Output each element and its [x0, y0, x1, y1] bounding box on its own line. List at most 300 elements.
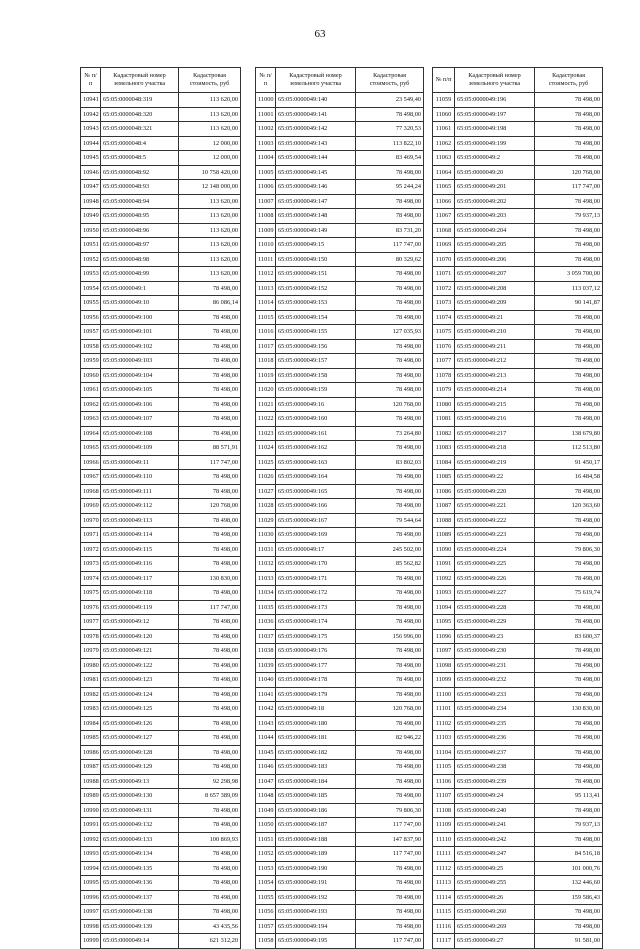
cadastral-value: 130 830,00 [535, 702, 603, 717]
row-number: 11028 [256, 499, 276, 514]
row-number: 10998 [81, 919, 101, 934]
cadastral-number: 65:05:0000048:320 [101, 107, 179, 122]
cadastral-number: 65:05:0000049:167 [276, 513, 356, 528]
cadastral-number: 65:05:0000049:214 [455, 383, 535, 398]
cadastral-value: 78 498,00 [535, 905, 603, 920]
table-row [256, 223, 424, 238]
row-number: 11019 [256, 368, 276, 383]
cadastral-number: 65:05:0000049:149 [276, 223, 356, 238]
cadastral-value: 621 312,20 [179, 934, 241, 949]
row-number: 11068 [433, 223, 455, 238]
cadastral-number: 65:05:0000049:22 [455, 470, 535, 485]
table-row [433, 93, 603, 108]
table-row [256, 194, 424, 209]
cadastral-value: 78 498,00 [535, 325, 603, 340]
cadastral-value: 78 498,00 [179, 760, 241, 775]
cadastral-value: 138 679,80 [535, 426, 603, 441]
cadastral-value: 113 037,12 [535, 281, 603, 296]
cadastral-value: 113 620,00 [179, 252, 241, 267]
row-number: 11029 [256, 513, 276, 528]
row-number: 10949 [81, 209, 101, 224]
table-row [256, 745, 424, 760]
table-row [433, 890, 603, 905]
table-row [433, 919, 603, 934]
row-number: 11107 [433, 789, 455, 804]
header-cadastral-number: Кадастровый номер земельного участка [276, 68, 356, 93]
table-row [81, 615, 241, 630]
cadastral-number: 65:05:0000049:226 [455, 571, 535, 586]
row-number: 10987 [81, 760, 101, 775]
cadastral-number: 65:05:0000049:191 [276, 876, 356, 891]
cadastral-value: 78 498,00 [356, 687, 424, 702]
cadastral-number: 65:05:0000049:223 [455, 528, 535, 543]
cadastral-number: 65:05:0000049:138 [101, 905, 179, 920]
cadastral-value: 127 035,93 [356, 325, 424, 340]
table-row [256, 615, 424, 630]
cadastral-number: 65:05:0000049:112 [101, 499, 179, 514]
cadastral-number: 65:05:0000049:139 [101, 919, 179, 934]
table-row [81, 194, 241, 209]
table-row [256, 238, 424, 253]
table-row [433, 397, 603, 412]
cadastral-number: 65:05:0000049:172 [276, 586, 356, 601]
cadastral-value: 78 498,00 [535, 383, 603, 398]
cadastral-number: 65:05:0000049:130 [101, 789, 179, 804]
row-number: 11075 [433, 325, 455, 340]
table-row [81, 542, 241, 557]
cadastral-value: 78 498,00 [356, 310, 424, 325]
table-row [256, 354, 424, 369]
cadastral-value: 113 822,10 [356, 136, 424, 151]
cadastral-value: 12 000,00 [179, 136, 241, 151]
cadastral-number: 65:05:0000049:110 [101, 470, 179, 485]
cadastral-number: 65:05:0000049:136 [101, 876, 179, 891]
cadastral-number: 65:05:0000049:207 [455, 267, 535, 282]
row-number: 11009 [256, 223, 276, 238]
row-number: 11034 [256, 586, 276, 601]
row-number: 11100 [433, 687, 455, 702]
row-number: 10961 [81, 383, 101, 398]
cadastral-value: 78 498,00 [179, 383, 241, 398]
cadastral-value: 86 086,14 [179, 296, 241, 311]
table-row [81, 383, 241, 398]
row-number: 10977 [81, 615, 101, 630]
table-row [256, 180, 424, 195]
cadastral-value: 117 747,00 [356, 847, 424, 862]
cadastral-value: 130 830,00 [179, 571, 241, 586]
row-number: 11000 [256, 93, 276, 108]
row-number: 11027 [256, 484, 276, 499]
row-number: 11032 [256, 557, 276, 572]
cadastral-value: 78 498,00 [356, 571, 424, 586]
table-row [433, 499, 603, 514]
cadastral-value: 78 498,00 [535, 107, 603, 122]
table-row [256, 368, 424, 383]
row-number: 11030 [256, 528, 276, 543]
cadastral-value: 78 498,00 [179, 615, 241, 630]
cadastral-value: 92 298,98 [179, 774, 241, 789]
cadastral-value: 117 747,00 [179, 600, 241, 615]
table-row [81, 731, 241, 746]
cadastral-value: 78 498,00 [535, 600, 603, 615]
table-row [256, 542, 424, 557]
table-row [433, 136, 603, 151]
table-row [256, 832, 424, 847]
cadastral-value: 100 869,93 [179, 832, 241, 847]
table-row [256, 209, 424, 224]
row-number: 11079 [433, 383, 455, 398]
table-row [81, 818, 241, 833]
cadastral-value: 78 498,00 [535, 919, 603, 934]
cadastral-number: 65:05:0000049:166 [276, 499, 356, 514]
row-number: 11008 [256, 209, 276, 224]
cadastral-value: 101 000,76 [535, 861, 603, 876]
table-row [433, 223, 603, 238]
table-row [433, 673, 603, 688]
cadastral-value: 78 498,00 [535, 687, 603, 702]
table-row [256, 252, 424, 267]
cadastral-value: 78 498,00 [356, 673, 424, 688]
row-number: 11054 [256, 876, 276, 891]
cadastral-number: 65:05:0000049:215 [455, 397, 535, 412]
row-number: 10959 [81, 354, 101, 369]
row-number: 11038 [256, 644, 276, 659]
table-row [81, 658, 241, 673]
cadastral-number: 65:05:0000049:21 [455, 310, 535, 325]
row-number: 11102 [433, 716, 455, 731]
cadastral-value: 120 768,00 [179, 499, 241, 514]
cadastral-value: 78 498,00 [535, 760, 603, 775]
table-row [81, 673, 241, 688]
cadastral-number: 65:05:0000049:11 [101, 455, 179, 470]
table-row [81, 774, 241, 789]
cadastral-number: 65:05:0000048:5 [101, 151, 179, 166]
cadastral-number: 65:05:0000049:164 [276, 470, 356, 485]
cadastral-value: 80 329,62 [356, 252, 424, 267]
row-number: 11041 [256, 687, 276, 702]
cadastral-number: 65:05:0000049:115 [101, 542, 179, 557]
row-number: 11077 [433, 354, 455, 369]
row-number: 11014 [256, 296, 276, 311]
cadastral-value: 83 731,20 [356, 223, 424, 238]
cadastral-number: 65:05:0000049:255 [455, 876, 535, 891]
cadastral-number: 65:05:0000049:219 [455, 455, 535, 470]
table-row [81, 484, 241, 499]
cadastral-value: 78 498,00 [356, 760, 424, 775]
table-row [81, 571, 241, 586]
cadastral-value: 78 498,00 [179, 586, 241, 601]
row-number: 11039 [256, 658, 276, 673]
row-number: 11104 [433, 745, 455, 760]
row-number: 11057 [256, 919, 276, 934]
row-number: 11037 [256, 629, 276, 644]
table-row [81, 93, 241, 108]
cadastral-value: 159 586,43 [535, 890, 603, 905]
cadastral-number: 65:05:0000048:93 [101, 180, 179, 195]
row-number: 11046 [256, 760, 276, 775]
cadastral-number: 65:05:0000049:133 [101, 832, 179, 847]
table-row [433, 325, 603, 340]
cadastral-number: 65:05:0000049:247 [455, 847, 535, 862]
row-number: 11055 [256, 890, 276, 905]
cadastral-value: 78 498,00 [535, 658, 603, 673]
row-number: 11056 [256, 905, 276, 920]
cadastral-number: 65:05:0000049:260 [455, 905, 535, 920]
table-row [433, 687, 603, 702]
cadastral-number: 65:05:0000049:175 [276, 629, 356, 644]
cadastral-number: 65:05:0000049:116 [101, 557, 179, 572]
table-row [81, 644, 241, 659]
row-number: 11116 [433, 919, 455, 934]
cadastral-number: 65:05:0000049:184 [276, 774, 356, 789]
cadastral-value: 78 498,00 [535, 397, 603, 412]
row-number: 11108 [433, 803, 455, 818]
table-row [433, 426, 603, 441]
table-row [433, 557, 603, 572]
cadastral-number: 65:05:0000048:97 [101, 238, 179, 253]
cadastral-table-1 [80, 67, 241, 949]
cadastral-value: 78 498,00 [179, 557, 241, 572]
table-row [433, 803, 603, 818]
row-number: 10979 [81, 644, 101, 659]
cadastral-number: 65:05:0000049:126 [101, 716, 179, 731]
row-number: 10941 [81, 93, 101, 108]
cadastral-value: 78 498,00 [179, 470, 241, 485]
cadastral-number: 65:05:0000049:14 [101, 934, 179, 949]
table-row [256, 325, 424, 340]
table-row [256, 455, 424, 470]
cadastral-value: 78 498,00 [356, 644, 424, 659]
cadastral-number: 65:05:0000049:189 [276, 847, 356, 862]
row-number: 10990 [81, 803, 101, 818]
row-number: 10945 [81, 151, 101, 166]
table-row [81, 470, 241, 485]
cadastral-number: 65:05:0000049:176 [276, 644, 356, 659]
header-cadastral-number: Кадастровый номер земельного участка [101, 68, 179, 93]
cadastral-number: 65:05:0000049:233 [455, 687, 535, 702]
cadastral-value: 78 498,00 [535, 310, 603, 325]
row-number: 11021 [256, 397, 276, 412]
table-row [81, 397, 241, 412]
cadastral-value: 78 498,00 [179, 731, 241, 746]
cadastral-number: 65:05:0000049:132 [101, 818, 179, 833]
table-row [433, 165, 603, 180]
cadastral-value: 78 498,00 [356, 441, 424, 456]
header-num: № п/п [433, 68, 455, 93]
table-row [81, 223, 241, 238]
cadastral-value: 78 498,00 [356, 905, 424, 920]
cadastral-number: 65:05:0000049:183 [276, 760, 356, 775]
table-row [433, 789, 603, 804]
row-number: 10952 [81, 252, 101, 267]
table-row [433, 760, 603, 775]
cadastral-number: 65:05:0000049:23 [455, 629, 535, 644]
cadastral-number: 65:05:0000048:99 [101, 267, 179, 282]
cadastral-number: 65:05:0000049:103 [101, 354, 179, 369]
row-number: 11109 [433, 818, 455, 833]
table-row [256, 470, 424, 485]
cadastral-number: 65:05:0000049:165 [276, 484, 356, 499]
cadastral-value: 78 498,00 [179, 484, 241, 499]
table-header-row [433, 68, 603, 93]
table-row [433, 774, 603, 789]
table-row [433, 600, 603, 615]
cadastral-value: 78 498,00 [535, 194, 603, 209]
table-header-row [81, 68, 241, 93]
table-row [256, 557, 424, 572]
table-row [81, 513, 241, 528]
table-row [81, 919, 241, 934]
cadastral-number: 65:05:0000049:199 [455, 136, 535, 151]
cadastral-number: 65:05:0000049:25 [455, 861, 535, 876]
table-row [81, 339, 241, 354]
row-number: 10970 [81, 513, 101, 528]
table-row [256, 731, 424, 746]
row-number: 11064 [433, 165, 455, 180]
row-number: 10944 [81, 136, 101, 151]
table-row [256, 397, 424, 412]
cadastral-number: 65:05:0000049:180 [276, 716, 356, 731]
table-row [256, 426, 424, 441]
table-row [433, 455, 603, 470]
row-number: 11065 [433, 180, 455, 195]
table-row [433, 571, 603, 586]
table-row [81, 499, 241, 514]
table-row [433, 354, 603, 369]
cadastral-value: 113 620,00 [179, 238, 241, 253]
row-number: 10986 [81, 745, 101, 760]
table-row [81, 847, 241, 862]
cadastral-value: 78 498,00 [535, 571, 603, 586]
row-number: 11060 [433, 107, 455, 122]
table-row [256, 586, 424, 601]
cadastral-number: 65:05:0000049:170 [276, 557, 356, 572]
row-number: 10954 [81, 281, 101, 296]
table-row [256, 789, 424, 804]
table-row [433, 542, 603, 557]
table-row [81, 180, 241, 195]
row-number: 10965 [81, 441, 101, 456]
cadastral-number: 65:05:0000049:239 [455, 774, 535, 789]
table-row [433, 934, 603, 949]
cadastral-value: 78 498,00 [179, 644, 241, 659]
cadastral-number: 65:05:0000049:118 [101, 586, 179, 601]
cadastral-value: 78 498,00 [535, 557, 603, 572]
row-number: 10963 [81, 412, 101, 427]
cadastral-number: 65:05:0000049:188 [276, 832, 356, 847]
cadastral-number: 65:05:0000049:192 [276, 890, 356, 905]
table-row [81, 122, 241, 137]
row-number: 11105 [433, 760, 455, 775]
row-number: 11103 [433, 731, 455, 746]
table-row [433, 484, 603, 499]
table-row [81, 412, 241, 427]
cadastral-value: 83 469,54 [356, 151, 424, 166]
table-row [256, 484, 424, 499]
row-number: 10994 [81, 861, 101, 876]
cadastral-number: 65:05:0000049:17 [276, 542, 356, 557]
row-number: 10983 [81, 702, 101, 717]
table-row [433, 818, 603, 833]
table-row [81, 934, 241, 949]
row-number: 11082 [433, 426, 455, 441]
row-number: 11070 [433, 252, 455, 267]
table-row [433, 296, 603, 311]
row-number: 11024 [256, 441, 276, 456]
row-number: 10989 [81, 789, 101, 804]
cadastral-number: 65:05:0000049:148 [276, 209, 356, 224]
cadastral-value: 78 498,00 [356, 745, 424, 760]
table-row [256, 644, 424, 659]
cadastral-value: 78 498,00 [535, 528, 603, 543]
table-row [433, 180, 603, 195]
cadastral-number: 65:05:0000049:242 [455, 832, 535, 847]
cadastral-value: 78 498,00 [356, 615, 424, 630]
row-number: 10960 [81, 368, 101, 383]
cadastral-value: 132 446,60 [535, 876, 603, 891]
cadastral-number: 65:05:0000049:211 [455, 339, 535, 354]
cadastral-number: 65:05:0000048:95 [101, 209, 179, 224]
cadastral-value: 78 498,00 [535, 644, 603, 659]
cadastral-value: 77 320,53 [356, 122, 424, 137]
table-row [81, 861, 241, 876]
cadastral-value: 120 768,00 [535, 165, 603, 180]
cadastral-number: 65:05:0000049:153 [276, 296, 356, 311]
row-number: 11061 [433, 122, 455, 137]
cadastral-value: 78 498,00 [535, 673, 603, 688]
table-row [256, 934, 424, 949]
header-cadastral-value: Кадастровая стоимость, руб [356, 68, 424, 93]
row-number: 11025 [256, 455, 276, 470]
cadastral-number: 65:05:0000049:231 [455, 658, 535, 673]
table-row [256, 151, 424, 166]
cadastral-number: 65:05:0000049:161 [276, 426, 356, 441]
cadastral-number: 65:05:0000049:113 [101, 513, 179, 528]
cadastral-value: 245 502,00 [356, 542, 424, 557]
cadastral-value: 78 498,00 [535, 513, 603, 528]
cadastral-value: 78 498,00 [356, 919, 424, 934]
cadastral-value: 117 747,00 [356, 934, 424, 949]
cadastral-number: 65:05:0000049:236 [455, 731, 535, 746]
row-number: 11043 [256, 716, 276, 731]
cadastral-number: 65:05:0000049:16 [276, 397, 356, 412]
cadastral-value: 78 498,00 [535, 832, 603, 847]
table-row [81, 716, 241, 731]
row-number: 11094 [433, 600, 455, 615]
row-number: 11049 [256, 803, 276, 818]
cadastral-value: 113 620,00 [179, 107, 241, 122]
header-cadastral-number: Кадастровый номер земельного участка [455, 68, 535, 93]
cadastral-value: 83 802,03 [356, 455, 424, 470]
cadastral-value: 78 498,00 [535, 252, 603, 267]
table-row [256, 673, 424, 688]
row-number: 11044 [256, 731, 276, 746]
cadastral-value: 78 498,00 [179, 745, 241, 760]
row-number: 11051 [256, 832, 276, 847]
cadastral-number: 65:05:0000049:186 [276, 803, 356, 818]
table-row [256, 818, 424, 833]
row-number: 11087 [433, 499, 455, 514]
row-number: 11092 [433, 571, 455, 586]
table-row [433, 745, 603, 760]
table-row [81, 760, 241, 775]
row-number: 11081 [433, 412, 455, 427]
row-number: 10956 [81, 310, 101, 325]
table-row [81, 426, 241, 441]
cadastral-value: 78 498,00 [179, 426, 241, 441]
table-row [433, 644, 603, 659]
cadastral-number: 65:05:0000049:217 [455, 426, 535, 441]
